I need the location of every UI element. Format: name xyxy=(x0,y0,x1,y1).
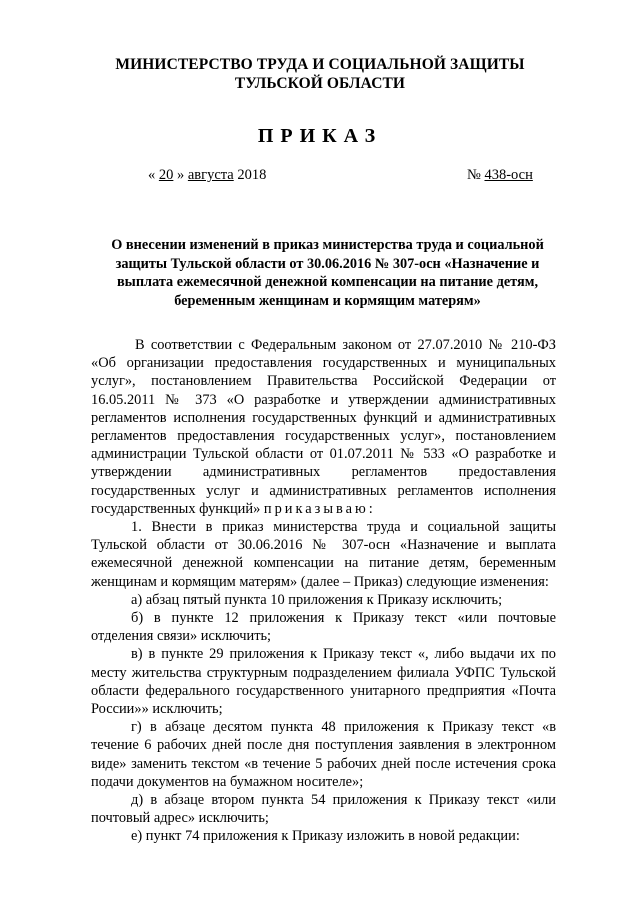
number-value: 438-осн xyxy=(484,167,533,183)
order-body xyxy=(91,336,556,846)
order-subject: О внесении изменений в приказ министерства труда и социальной защиты Тульской области от 30.06.2016 № 307-осн «Назначение и выплата ежемесячной денежной компенсации на питание детям, беременным женщинам и кормящим матерям» xyxy=(111,237,544,309)
order-date xyxy=(148,166,266,184)
preamble-text: В соответствии с Федеральным законом от 27.07.2010 № 210-ФЗ «Об организации предоставления государственных и муниципальных услуг», постановлением Правительства Российской Федерации от 16.05.2011 № 373 «О разработке и утверждении административных регламентов исполнения государственных функций и административных регламентов предоставления государственных услуг», постановлением администрации Тульской области от 01.07.2011 № 533 «О разработке и утверждении административных регламентов предоставления государственных услуг и административных регламентов исполнения государственных функций» xyxy=(91,337,556,517)
document-type-title: ПРИКАЗ xyxy=(257,125,383,147)
ministry-name-line2: ТУЛЬСКОЙ ОБЛАСТИ xyxy=(234,75,406,92)
date-year: 2018 xyxy=(237,167,267,183)
date-close-quote: » xyxy=(177,167,185,183)
item-g: г) в абзаце десятом пункта 48 приложения к Приказу текст «в течение 6 рабочих дней после дня поступления заявления в электронном виде» заменить текстом «в течение 5 рабочих дней после истечения срока подачи документов на бумажном носителе»; xyxy=(91,719,556,790)
number-prefix: № xyxy=(467,167,481,183)
date-open-quote: « xyxy=(148,167,156,183)
item-b: б) в пункте 12 приложения к Приказу текст «или почтовые отделения связи» исключить; xyxy=(91,610,556,645)
ministry-name-line1: МИНИСТЕРСТВО ТРУДА И СОЦИАЛЬНОЙ ЗАЩИТЫ xyxy=(115,56,525,73)
date-month: августа xyxy=(187,167,234,183)
date-day: 20 xyxy=(158,167,174,183)
item-e: е) пункт 74 приложения к Приказу изложить в новой редакции: xyxy=(131,828,520,845)
item-d: д) в абзаце втором пункта 54 приложения к Приказу текст «или почтовый адрес» исключить; xyxy=(91,792,556,827)
item-a: а) абзац пятый пункта 10 приложения к Приказу исключить; xyxy=(131,591,503,608)
item-1: 1. Внести в приказ министерства труда и социальной защиты Тульской области от 30.06.2016 № 307-осн «Назначение и выплата ежемесячной денежной компенсации на питание детям, беременным женщинам и кормящим матерям» (далее – Приказ) следующие изменения: xyxy=(91,519,556,590)
preamble-paragraph xyxy=(91,336,556,518)
order-word: приказываю: xyxy=(263,500,376,517)
order-number xyxy=(467,166,533,184)
item-v: в) в пункте 29 приложения к Приказу текст «, либо выдачи их по месту жительства структурным подразделением филиала УФПС Тульской области федерального государственного унитарного предприятия «Почта России»» исключить; xyxy=(91,646,556,718)
